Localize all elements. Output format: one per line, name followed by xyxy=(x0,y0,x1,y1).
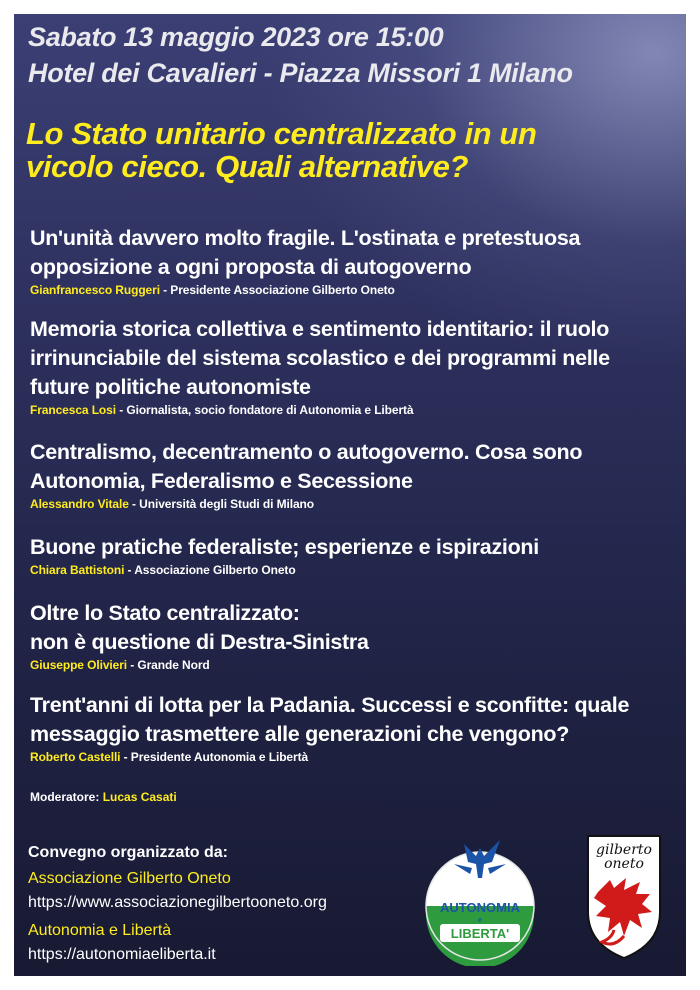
talk-title-line: irrinunciabile del sistema scolastico e dei programmi nelle xyxy=(30,346,610,370)
organizers-label: Convegno organizzato da: xyxy=(28,844,228,861)
event-venue: Hotel dei Cavalieri - Piazza Missori 1 Milano xyxy=(28,58,573,88)
talk-item xyxy=(30,599,680,673)
talk-title-line: Memoria storica collettiva e sentimento identitario: il ruolo xyxy=(30,317,610,341)
talk-title-line: future politiche autonomiste xyxy=(30,375,311,399)
talk-title-line: Buone pratiche federaliste; esperienze e ispirazioni xyxy=(30,535,539,559)
talk-title-line: Un'unità davvero molto fragile. L'ostinata e pretestuosa xyxy=(30,226,581,250)
conference-title-line: vicolo cieco. Quali alternative? xyxy=(26,149,469,184)
talk-speaker xyxy=(30,562,680,578)
talk-title-line: Trent'anni di lotta per la Padania. Successi e sconfitte: quale xyxy=(30,693,630,717)
logo-text-e: e xyxy=(478,917,482,924)
talk-title-line: Centralismo, decentramento o autogoverno. Cosa sono xyxy=(30,440,583,464)
event-poster xyxy=(14,14,686,976)
moderator-name: Lucas Casati xyxy=(102,790,177,804)
talk-item xyxy=(30,691,680,765)
organizer-name: Associazione Gilberto Oneto xyxy=(28,870,231,887)
moderator xyxy=(30,790,177,804)
speaker-role: - Grande Nord xyxy=(127,658,210,672)
logo-text-oneto: oneto xyxy=(604,856,644,872)
talk-speaker xyxy=(30,749,680,765)
talk-item xyxy=(30,224,680,298)
logo-text-top: AUTONOMIA xyxy=(440,900,520,915)
speaker-role: - Università degli Studi di Milano xyxy=(128,497,314,511)
talk-item xyxy=(30,315,680,418)
speaker-name: Gianfrancesco Ruggeri xyxy=(30,283,160,297)
speaker-name: Francesca Losi xyxy=(30,403,116,417)
talk-speaker xyxy=(30,496,680,512)
talk-title-line: messaggio trasmettere alle generazioni che vengono? xyxy=(30,722,570,746)
talk-title-line: non è questione di Destra-Sinistra xyxy=(30,630,369,654)
moderator-label: Moderatore: xyxy=(30,790,103,804)
speaker-role: - Giornalista, socio fondatore di Autonomia e Libertà xyxy=(115,403,414,417)
logo-text-bottom: LIBERTA' xyxy=(450,926,510,941)
talk-speaker xyxy=(30,657,680,673)
organizer-url[interactable]: https://autonomiaeliberta.it xyxy=(28,946,216,963)
organizer-name: Autonomia e Libertà xyxy=(28,922,172,939)
autonomia-liberta-logo xyxy=(424,834,536,966)
speaker-role: - Associazione Gilberto Oneto xyxy=(124,563,296,577)
talk-item xyxy=(30,533,680,578)
speaker-role: - Presidente Autonomia e Libertà xyxy=(120,750,309,764)
speaker-name: Chiara Battistoni xyxy=(30,563,125,577)
speaker-name: Alessandro Vitale xyxy=(30,497,129,511)
speaker-name: Roberto Castelli xyxy=(30,750,121,764)
talk-speaker xyxy=(30,282,680,298)
event-date: Sabato 13 maggio 2023 ore 15:00 xyxy=(28,22,444,52)
logo-text-gilberto: gilberto xyxy=(596,842,652,858)
conference-title xyxy=(26,117,676,183)
talk-speaker xyxy=(30,402,680,418)
talk-title-line: Oltre lo Stato centralizzato: xyxy=(30,601,300,625)
speaker-name: Giuseppe Olivieri xyxy=(30,658,128,672)
talk-item xyxy=(30,438,680,512)
organizer-url[interactable]: https://www.associazionegilbertooneto.org xyxy=(28,894,327,911)
talk-title-line: Autonomia, Federalismo e Secessione xyxy=(30,469,413,493)
talk-title-line: opposizione a ogni proposta di autogoverno xyxy=(30,255,472,279)
conference-title-line: Lo Stato unitario centralizzato in un xyxy=(26,116,537,151)
speaker-role: - Presidente Associazione Gilberto Oneto xyxy=(159,283,395,297)
gilberto-oneto-logo xyxy=(584,832,664,962)
